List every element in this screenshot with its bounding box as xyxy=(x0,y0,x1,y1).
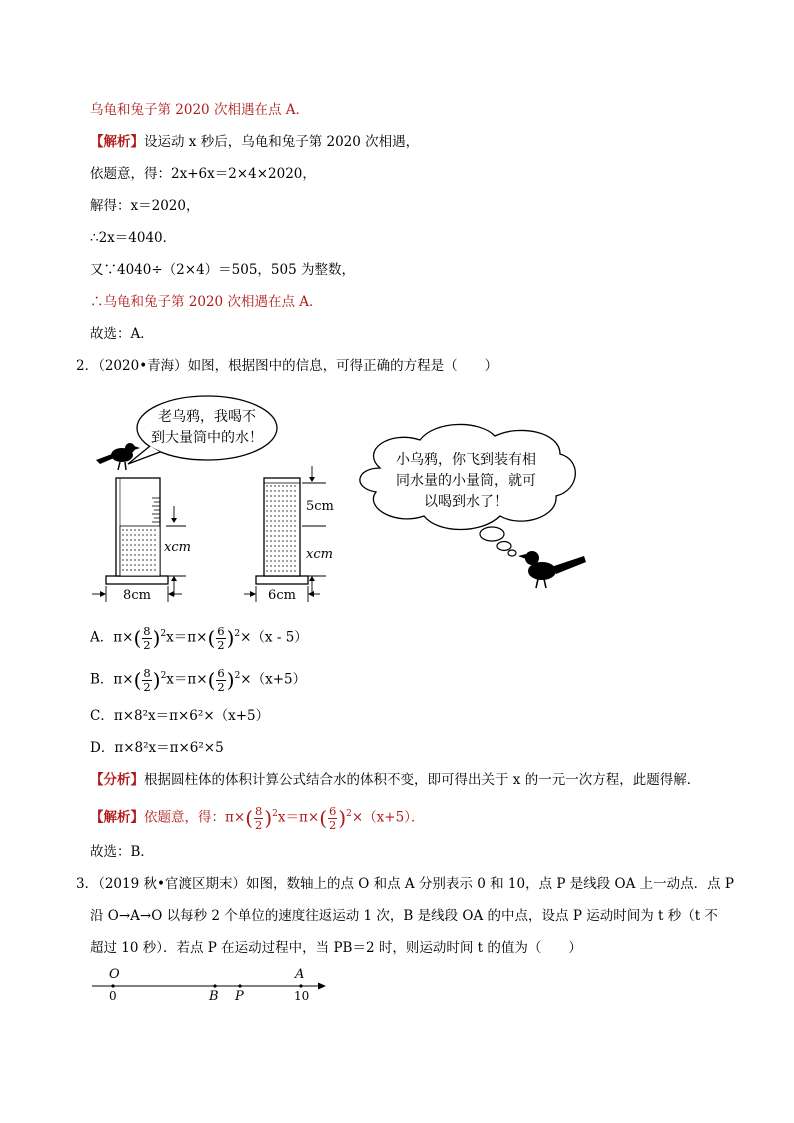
point-a-label: A xyxy=(295,967,305,982)
speech-bubble-left xyxy=(137,396,277,460)
option-c: C．π×8²x＝π×6²×（x+5） xyxy=(90,708,270,724)
solution-tag: 【解析】 xyxy=(90,809,144,826)
prev-line-1: 依题意，得：2x+6x＝2×4×2020， xyxy=(90,166,316,182)
bubble-left-line2: 到大量筒中的水！ xyxy=(151,430,263,446)
fraction-denominator: 2 xyxy=(143,679,151,694)
fraction-numerator: 8 xyxy=(255,803,263,818)
solution-mid: x＝π× xyxy=(277,809,320,826)
option-b-label: B．π× xyxy=(90,671,134,688)
fraction xyxy=(328,805,337,832)
prev-line-4: 又∵4040÷（2×4）＝505，505 为整数， xyxy=(90,262,355,278)
solution-text: 依题意，得：π× xyxy=(144,809,246,826)
solution-tail: ×（x+5）． xyxy=(351,809,425,826)
fraction xyxy=(142,625,151,652)
q2-answer: 故选：B． xyxy=(90,844,154,860)
option-a-label: A．π× xyxy=(90,629,134,646)
point-b-dot xyxy=(213,984,216,987)
fraction-denominator: 2 xyxy=(255,817,263,832)
option-b-mid: x＝π× xyxy=(166,671,208,688)
fraction-denominator: 2 xyxy=(143,637,151,652)
q3-stem-line1: 3．（2019 秋•官渡区期末）如图，数轴上的点 O 和点 A 分别表示 0 和 10，点 P 是线段 OA 上一动点．点 P xyxy=(76,876,735,892)
prev-line-2: 解得：x＝2020， xyxy=(90,198,200,214)
solution-text: 设运动 x 秒后，乌龟和兔子第 2020 次相遇， xyxy=(144,134,420,150)
fraction xyxy=(254,805,263,832)
bubble-right-line3: 以喝到水了！ xyxy=(424,494,508,510)
small-cylinder-width-label: 6cm xyxy=(268,588,296,603)
tick-0-label: 0 xyxy=(109,989,117,1003)
point-a-dot xyxy=(299,984,302,987)
fraction-numerator: 8 xyxy=(143,665,151,680)
fraction-denominator: 2 xyxy=(217,679,225,694)
prev-line-5: ∴乌龟和兔子第 2020 次相遇在点 A． xyxy=(90,294,323,310)
prev-line-3: ∴2x＝4040． xyxy=(90,230,177,246)
small-cylinder-height-label: xcm xyxy=(306,547,333,562)
option-a-mid: x＝π× xyxy=(166,629,208,646)
large-cylinder xyxy=(92,478,191,603)
bubble-left-line1: 老乌鸦，我喝不 xyxy=(158,409,256,425)
prev-conclusion: 乌龟和兔子第 2020 次相遇在点 A． xyxy=(90,102,309,118)
fraction xyxy=(216,625,225,652)
analysis-text: 根据圆柱体的体积计算公式结合水的体积不变，即可得出关于 x 的一元一次方程，此题得解． xyxy=(144,772,701,788)
large-cylinder-width-label: 8cm xyxy=(123,588,151,603)
number-line-arrow xyxy=(318,983,326,990)
q3-stem-line2: 沿 O→A→O 以每秒 2 个单位的速度往返运动 1 次，B 是线段 OA 的中点，设点 P 运动时间为 t 秒（t 不 xyxy=(90,908,718,924)
point-b-label: B xyxy=(209,989,219,1004)
prev-answer: 故选：A． xyxy=(90,326,154,342)
option-b: B．π×( $\frac{8}{2}$ )$^2$x＝π×( $\frac{6}{2}$ )$^2$×（x+5） xyxy=(90,665,307,694)
fraction-denominator: 2 xyxy=(217,637,225,652)
fraction xyxy=(142,667,151,694)
fraction-numerator: 8 xyxy=(143,623,151,638)
q2-analysis xyxy=(90,770,700,790)
prev-solution-line xyxy=(90,132,419,152)
q2-figure xyxy=(90,388,600,610)
point-p-label: P xyxy=(235,989,244,1004)
q2-solution: 【解析】依题意，得：π×( $\frac{8}{2}$ )$^2$x＝π×( $\frac{6}{2}$ )$^2$×（x+5）． xyxy=(90,803,425,832)
point-o-dot xyxy=(111,984,114,987)
point-o-label: O xyxy=(109,967,120,982)
fraction-denominator: 2 xyxy=(329,817,337,832)
small-cylinder-top-label: 5cm xyxy=(306,499,334,514)
fraction xyxy=(216,667,225,694)
number-line xyxy=(88,964,338,1004)
fraction-numerator: 6 xyxy=(217,665,225,680)
bubble-right-line2: 同水量的小量筒，就可 xyxy=(396,473,536,489)
fraction-numerator: 6 xyxy=(329,803,337,818)
analysis-tag: 【分析】 xyxy=(90,772,144,788)
thought-cloud-right xyxy=(360,424,575,556)
fraction-numerator: 6 xyxy=(217,623,225,638)
option-a-tail: ×（x - 5） xyxy=(240,629,308,646)
option-d: D．π×8²x＝π×6²×5 xyxy=(90,740,224,756)
small-cylinder xyxy=(244,466,334,603)
option-a: A．π×( $\frac{8}{2}$ )$^2$x＝π×( $\frac{6}{2}$ )$^2$×（x - 5） xyxy=(90,623,308,652)
bubble-right-line1: 小乌鸦，你飞到装有相 xyxy=(396,452,536,468)
q2-stem: 2．（2020•青海）如图，根据图中的信息，可得正确的方程是（ ） xyxy=(76,358,499,374)
option-b-tail: ×（x+5） xyxy=(240,671,307,688)
q3-stem-line3: 超过 10 秒）．若点 P 在运动过程中，当 PB＝2 时，则运动时间 t 的值为（ ） xyxy=(90,940,582,956)
tick-10-label: 10 xyxy=(294,989,310,1003)
old-crow-icon xyxy=(96,443,140,470)
large-cylinder-height-label: xcm xyxy=(164,540,191,555)
young-crow-icon xyxy=(518,551,586,588)
solution-tag: 【解析】 xyxy=(90,134,144,150)
point-p-dot xyxy=(238,984,241,987)
